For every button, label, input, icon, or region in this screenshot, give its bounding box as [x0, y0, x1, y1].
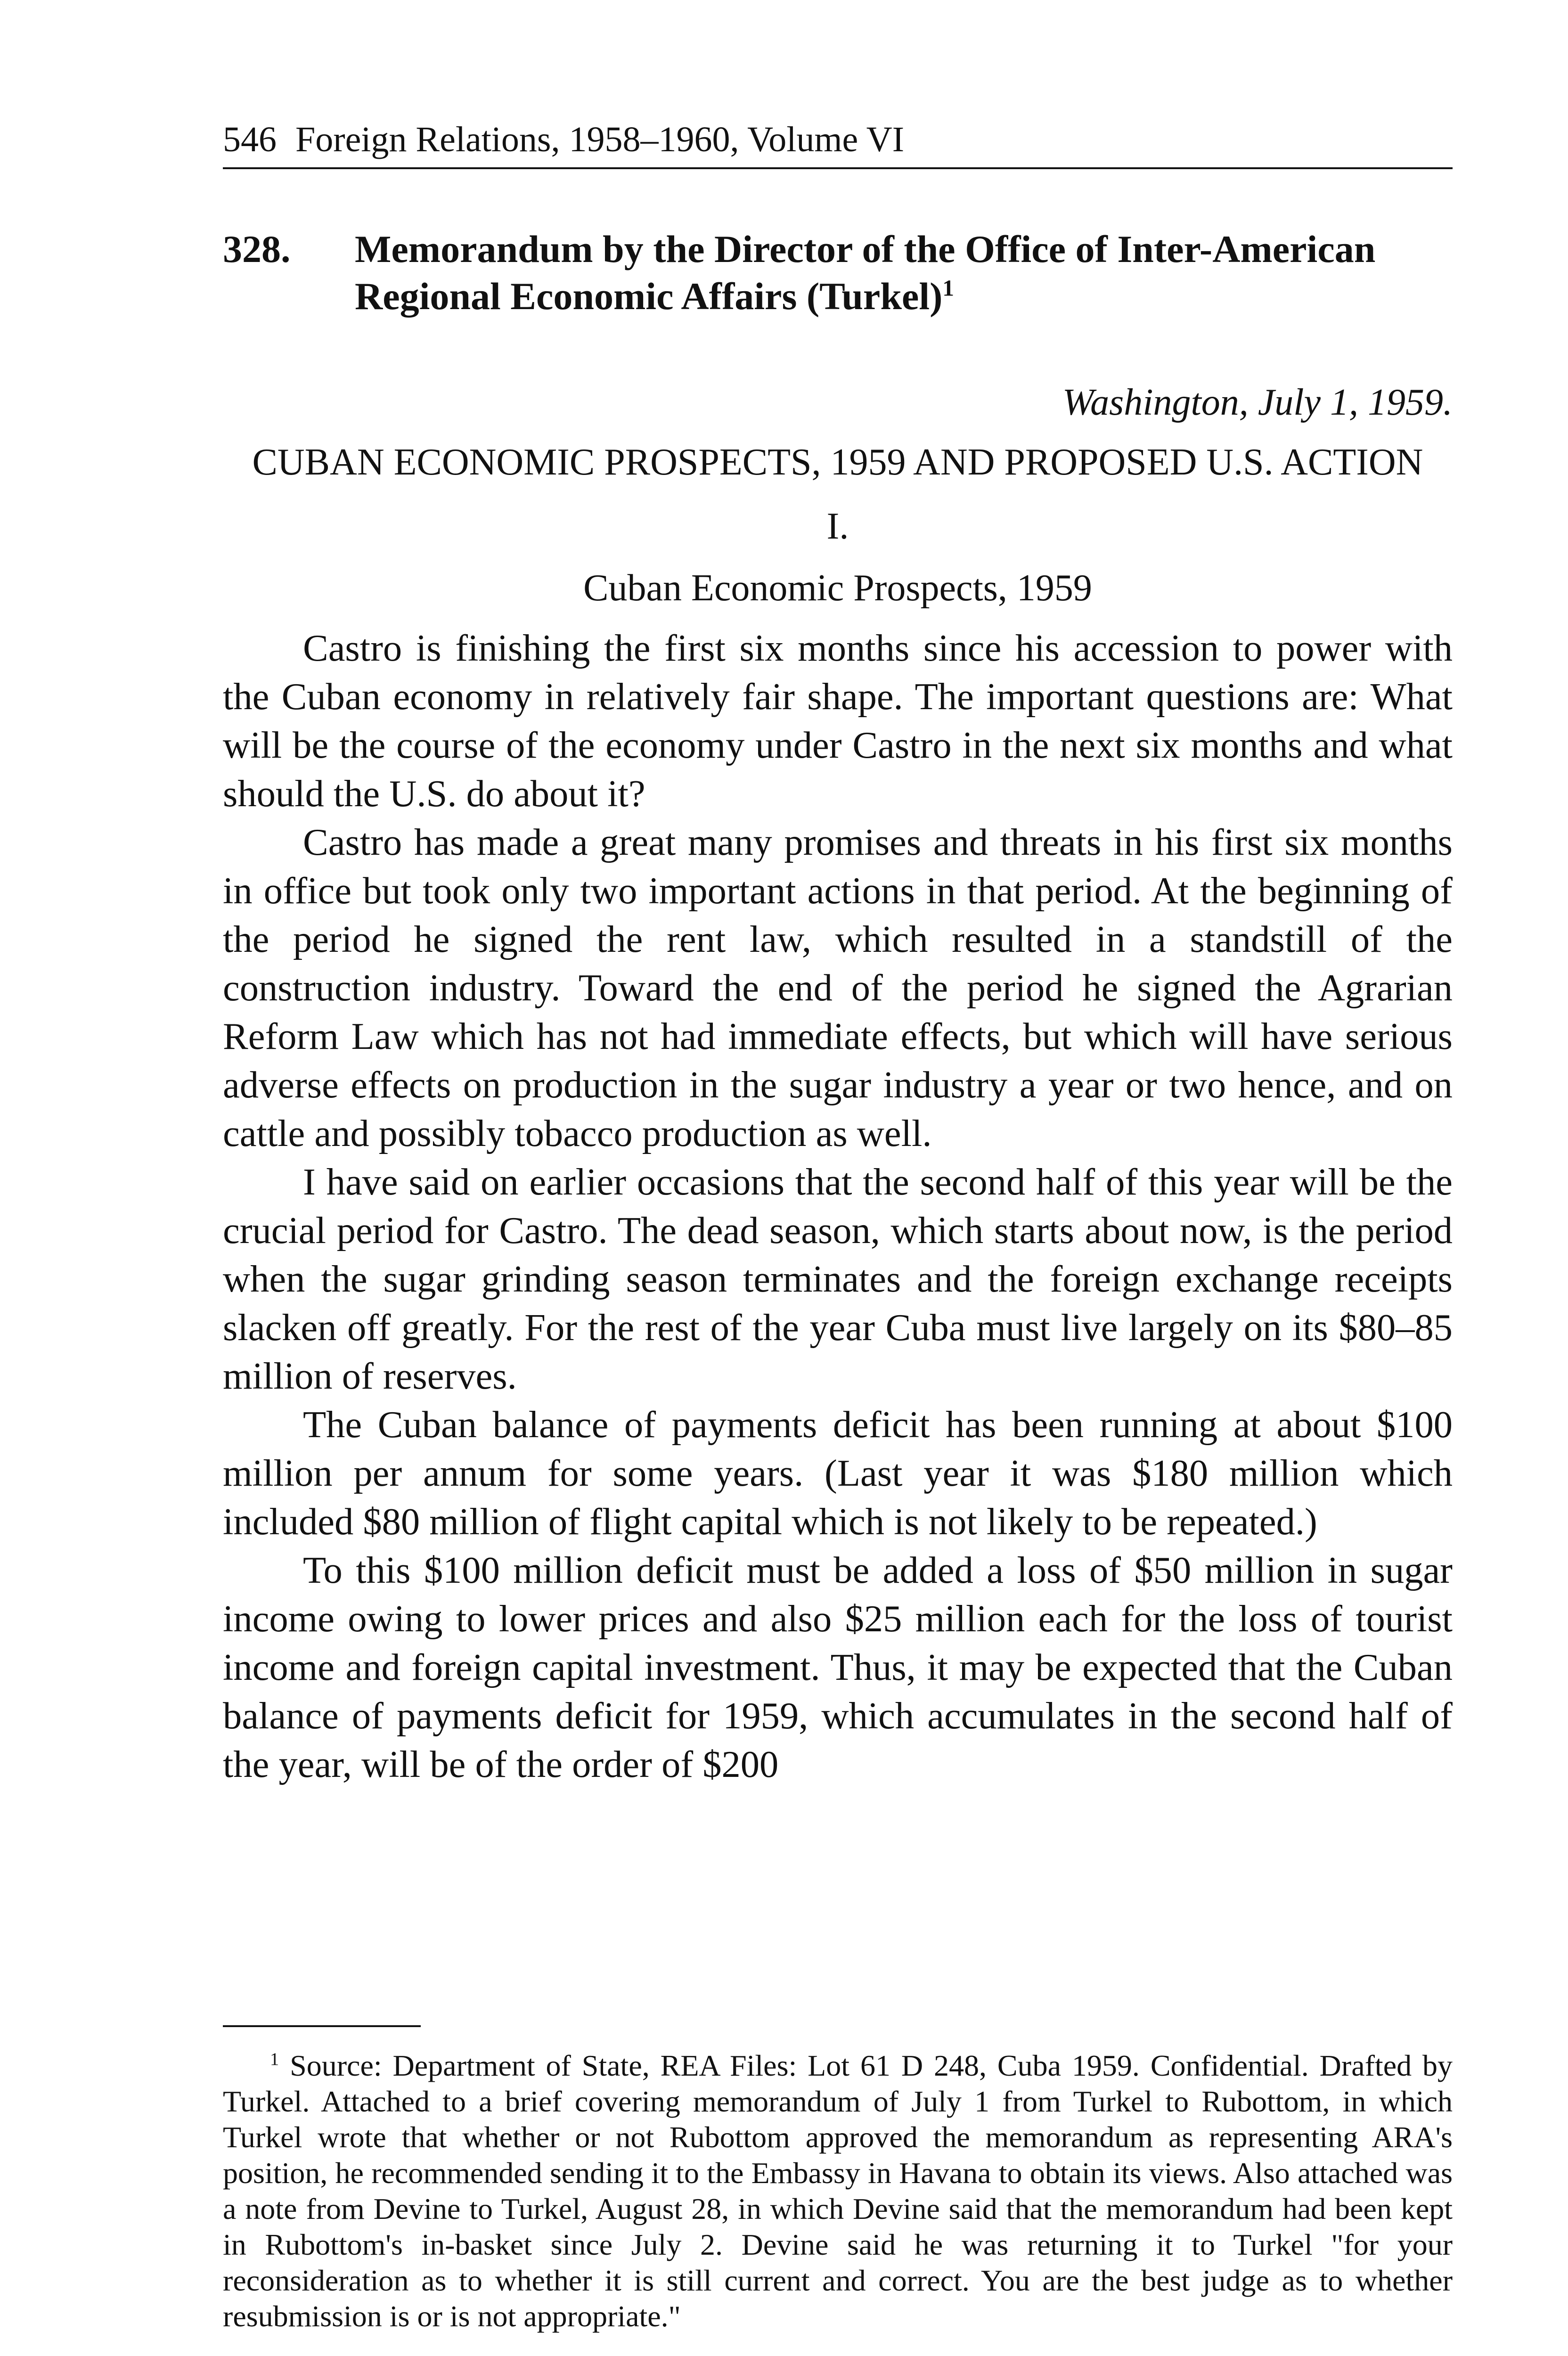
footnotes [223, 2048, 1453, 2334]
footnote-1 [223, 2048, 1453, 2334]
section-title: Cuban Economic Prospects, 1959 [583, 567, 1092, 609]
document-number: 328. [223, 227, 291, 270]
document-heading [223, 226, 1453, 320]
footnote-divider [223, 2025, 421, 2027]
footnote-text: Source: Department of State, REA Files: Lot 61 D 248, Cuba 1959. Confidential. Drafted by Turkel. Attached to a brief covering memorandum of July 1 from Turkel to Rubottom, in which Turkel wrote that whether or not Rubottom approved the memorandum as representing ARA's position, he recommended sending it to the Embassy in Havana to obtain its views. Also attached was a note from Devine to Turkel, August 28, in which Devine said that the memorandum had been kept in Rubottom's in-basket since July 2. Devine said he was returning it to Turkel "for your reconsideration as to whether it is still current and correct. You are the best judge as to whether resubmission is or is not appropriate." [223, 2049, 1453, 2333]
paragraph: I have said on earlier occasions that the second half of this year will be the crucial period for Castro. The dead season, which starts about now, is the period when the sugar grinding season terminates and the foreign exchange receipts slacken off greatly. For the rest of the year Cuba must live largely on its $80–85 million of reserves. [223, 1161, 1453, 1398]
place-date: Washington, July 1, 1959. [1062, 381, 1453, 423]
footnote-marker: 1 [270, 2049, 279, 2070]
document-title-wrap [355, 226, 1453, 320]
main-heading: CUBAN ECONOMIC PROSPECTS, 1959 AND PROPOSED U.S. ACTION [252, 441, 1423, 483]
publication-title: Foreign Relations, 1958–1960, Volume VI [295, 120, 904, 159]
document-title: Memorandum by the Director of the Office of Inter-American Regional Economic Affairs (Turkel) [355, 227, 1376, 318]
footnote-reference: 1 [942, 275, 955, 301]
page-number: 546 [223, 120, 277, 159]
running-head [223, 120, 1453, 169]
paragraph: To this $100 million deficit must be added a loss of $50 million in sugar income owing to lower prices and also $25 million each for the loss of tourist income and foreign capital investment. Thus, it may be expected that the Cuban balance of payments deficit for 1959, which accumulates in the second half of the year, will be of the order of $200 [223, 1549, 1453, 1786]
paragraph: Castro has made a great many promises and threats in his first six months in office but took only two important actions in that period. At the beginning of the period he signed the rent law, which resulted in a standstill of the construction industry. Toward the end of the period he signed the Agrarian Reform Law which has not had immediate effects, but which will have serious adverse effects on production in the sugar industry a year or two hence, and on cattle and possibly tobacco production as well. [223, 821, 1453, 1155]
page-content [223, 120, 1453, 1789]
section-numeral: I. [826, 506, 849, 548]
body-text [223, 624, 1453, 1789]
paragraph: The Cuban balance of payments deficit has been running at about $100 million per annum for some years. (Last year it was $180 million which included $80 million of flight capital which is not likely to be repeated.) [223, 1404, 1453, 1543]
paragraph: Castro is finishing the first six months since his accession to power with the Cuban economy in relatively fair shape. The important questions are: What will be the course of the economy under Castro in the next six months and what should the U.S. do about it? [223, 627, 1453, 815]
